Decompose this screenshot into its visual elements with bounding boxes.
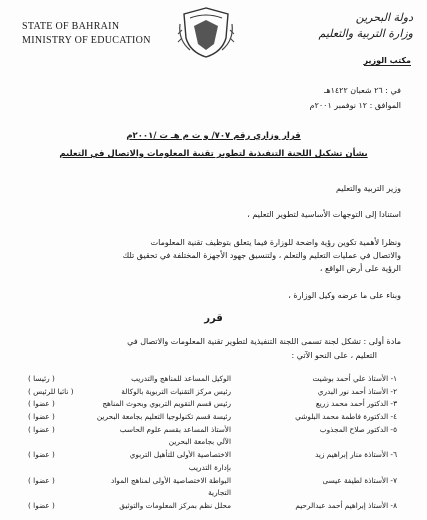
article-one-line-2: التعليم ، على النحو الآتي : <box>291 351 377 360</box>
list-item: الآلي بجامعة البحرين <box>168 437 231 447</box>
recital-line-2: والاتصال في عمليات التعليم والتعلم ، ولتنسيق جهود الأجهزة المختلفة في تحقيق تلك <box>122 251 401 260</box>
list-item: بإدارة التدريب <box>188 462 231 472</box>
list-item: ٣- الدكتور أحمد محمد زريع رئيس قسم التقويم التربوي وبحوث المناهج ( عضوا ) <box>28 399 397 409</box>
minister-title: وزير التربية والتعليم <box>335 184 401 193</box>
list-item: التجارية <box>208 488 231 498</box>
letterhead-arabic <box>283 10 413 42</box>
recital-line-1: ونظرا لأهمية تكوين رؤية واضحة للوزارة فيما يتعلق بتوظيف تقنية المعلومات <box>150 238 401 247</box>
ministry-name-arabic: وزارة التربية والتعليم <box>318 27 413 40</box>
list-item: ٨- الأستاذ إبراهيم أحمد عبدالرحيم محلل نظم بمركز المعلومات والتوثيق ( عضوا ) <box>28 500 397 510</box>
bahrain-emblem-icon <box>176 4 236 60</box>
decree-number: قرار وزاري رقم ٧٠٧/ و ت م هـ ت /٢٠٠١م <box>126 131 301 141</box>
decided-heading-text: قرر <box>204 313 223 324</box>
letterhead-english <box>22 20 151 48</box>
article-one-line-1: مادة أولى : تشكل لجنة تسمى اللجنة التنفيذية لتطوير تقنية المعلومات والاتصال في <box>127 337 401 346</box>
list-item: ٧- الأستاذة لطيفة عيسى البواطة الاختصاصية الأولى لمناهج المواد ( عضوا ) <box>28 475 397 485</box>
list-item: ٤- الدكتورة فاطمة محمد البلوشي رئيسة قسم تكنولوجيا التعليم بجامعة البحرين ( عضوا ) <box>28 412 397 422</box>
hijri-date: في : ٢٦ شعبان ١٤٢٢هـ <box>324 86 401 95</box>
minister-office-label: مكتب الوزير <box>363 56 411 65</box>
decided-heading <box>0 313 427 324</box>
decree-subject: بشأن تشكيل اللجنة التنفيذية لتطوير تقنية المعلومات والاتصال في التعليم <box>59 149 368 159</box>
preamble-directives: استنادا إلى التوجهات الأساسية لتطوير التعليم ، <box>247 210 401 219</box>
state-name: STATE OF BAHRAIN <box>22 21 120 32</box>
list-item: ١- الأستاذ علي أحمد بوشيت الوكيل المساعد للمناهج والتدريب ( رئيسا ) <box>28 374 397 383</box>
list-item: ٢- الأستاذ أحمد نور البدري رئيس مركز التقنيات التربوية بالوكالة ( نائبا للرئيس ) <box>28 386 397 396</box>
gregorian-date: الموافق : ١٢ نوفمبر ٢٠٠١م <box>309 101 401 110</box>
state-name-arabic: دولة البحرين <box>355 11 413 24</box>
list-item: ٦- الأستاذة منار إبراهيم زيد الاختصاصية الأولى للتأهيل التربوي ( عضوا ) <box>28 450 397 460</box>
list-item: ٥- الدكتور صلاح المجذوب الأستاذ المساعد بقسم علوم الحاسب ( عضوا ) <box>28 424 397 434</box>
recital-line-3: الرؤية على أرض الواقع ، <box>319 264 401 273</box>
proposal-line: وبناء على ما عرضه وكيل الوزارة ، <box>288 291 401 300</box>
ministry-name: MINISTRY OF EDUCATION <box>22 35 151 46</box>
committee-members-list <box>24 374 403 514</box>
